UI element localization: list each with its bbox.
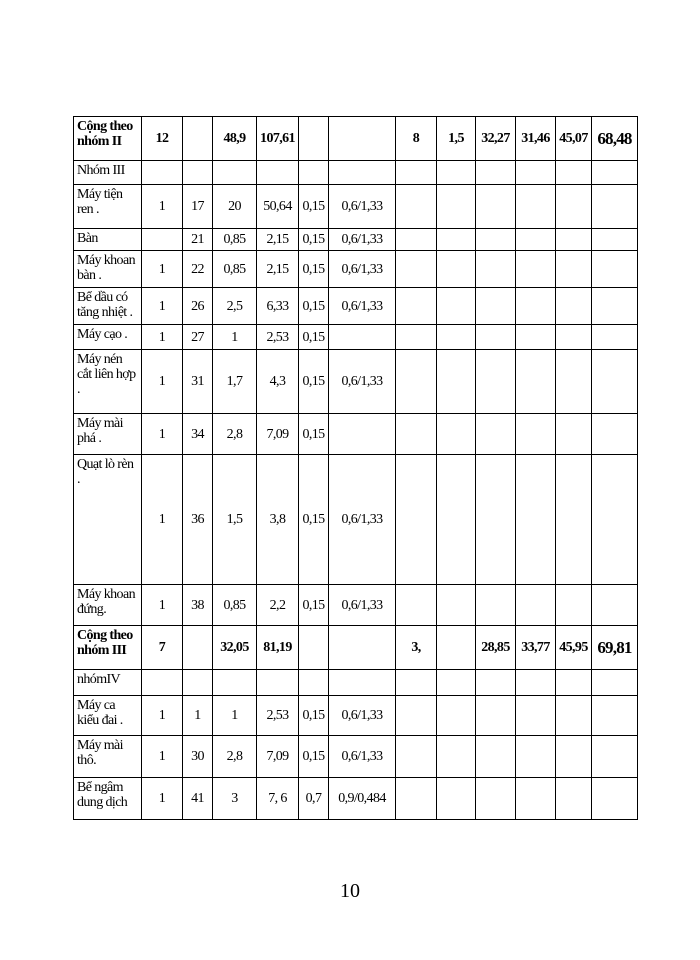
table-cell [142, 670, 183, 696]
table-cell [437, 696, 476, 736]
row-label-cell: Quạt lò rèn . [74, 455, 142, 585]
table-cell: 0,9/0,484 [329, 778, 396, 820]
table-cell [329, 117, 396, 161]
table-cell: 1 [142, 185, 183, 229]
table-cell [592, 696, 638, 736]
table-cell: 0,15 [299, 251, 329, 288]
table-cell [183, 626, 213, 670]
table-cell [556, 288, 592, 325]
table-cell [592, 185, 638, 229]
table-row [74, 229, 638, 251]
table-cell: 1 [142, 778, 183, 820]
table-cell [329, 670, 396, 696]
total-row [74, 626, 638, 670]
table-cell: 0,6/1,33 [329, 229, 396, 251]
table-cell: 22 [183, 251, 213, 288]
table-row [74, 736, 638, 778]
table-cell [396, 778, 437, 820]
table-cell: 0,15 [299, 325, 329, 350]
table-cell [556, 325, 592, 350]
table-cell: 7 [142, 626, 183, 670]
row-label-cell: Bàn [74, 229, 142, 251]
table-row [74, 585, 638, 626]
table-cell: 2,5 [213, 288, 257, 325]
table-cell: 26 [183, 288, 213, 325]
row-label-cell: Máy khoan bàn . [74, 251, 142, 288]
table-cell: 3 [213, 778, 257, 820]
table-row [74, 350, 638, 414]
table-cell: 0,15 [299, 288, 329, 325]
row-label-cell: nhómIV [74, 670, 142, 696]
table-cell: 1,7 [213, 350, 257, 414]
table-cell: 45,95 [556, 626, 592, 670]
table-cell: 3, [396, 626, 437, 670]
table-cell [396, 455, 437, 585]
table-cell: 0,6/1,33 [329, 455, 396, 585]
table-cell: 0,6/1,33 [329, 185, 396, 229]
table-cell [556, 161, 592, 185]
table-cell [476, 251, 516, 288]
table-cell: 1 [213, 325, 257, 350]
table-cell: 1 [213, 696, 257, 736]
table-cell [257, 161, 299, 185]
table-cell [396, 414, 437, 455]
table-cell [516, 185, 556, 229]
table-cell [437, 288, 476, 325]
table-cell: 0,15 [299, 185, 329, 229]
row-label-cell: Nhóm III [74, 161, 142, 185]
table-cell: 1 [183, 696, 213, 736]
table-cell: 1 [142, 251, 183, 288]
table-cell: 30 [183, 736, 213, 778]
table-cell: 2,8 [213, 736, 257, 778]
table-cell [142, 229, 183, 251]
table-cell [592, 414, 638, 455]
table-cell: 0,15 [299, 350, 329, 414]
table-cell: 69,81 [592, 626, 638, 670]
table-cell: 31 [183, 350, 213, 414]
total-row [74, 117, 638, 161]
table-cell: 38 [183, 585, 213, 626]
row-label-cell: Bể dầu có tăng nhiệt . [74, 288, 142, 325]
table-cell: 1 [142, 350, 183, 414]
table-cell [437, 229, 476, 251]
table-cell: 32,27 [476, 117, 516, 161]
table-cell [329, 626, 396, 670]
table-cell [476, 736, 516, 778]
table-cell: 33,77 [516, 626, 556, 670]
table-cell: 1,5 [437, 117, 476, 161]
table-row [74, 161, 638, 185]
table-cell [592, 350, 638, 414]
table-cell [556, 670, 592, 696]
table-cell: 107,61 [257, 117, 299, 161]
table-cell: 81,19 [257, 626, 299, 670]
table-cell [476, 778, 516, 820]
table-cell [437, 585, 476, 626]
table-cell: 7, 6 [257, 778, 299, 820]
table-cell [476, 325, 516, 350]
table-cell [592, 585, 638, 626]
table-cell: 1 [142, 288, 183, 325]
load-calculation-table [73, 116, 638, 820]
table-cell [516, 696, 556, 736]
table-cell [592, 455, 638, 585]
table-row [74, 325, 638, 350]
table-cell: 1 [142, 414, 183, 455]
table-cell: 0,6/1,33 [329, 696, 396, 736]
table-row [74, 778, 638, 820]
table-cell: 0,6/1,33 [329, 736, 396, 778]
table-cell: 27 [183, 325, 213, 350]
table-cell: 0,6/1,33 [329, 585, 396, 626]
table-row [74, 696, 638, 736]
table-cell [396, 229, 437, 251]
table-cell [556, 585, 592, 626]
table-cell [476, 455, 516, 585]
table-cell [592, 670, 638, 696]
table-cell [516, 778, 556, 820]
table-cell [299, 670, 329, 696]
table-cell: 3,8 [257, 455, 299, 585]
table-cell [516, 229, 556, 251]
table-cell: 0,15 [299, 455, 329, 585]
table-cell [396, 325, 437, 350]
table-cell [257, 670, 299, 696]
table-row [74, 288, 638, 325]
row-label-cell: Máy tiện ren . [74, 185, 142, 229]
table-cell [476, 229, 516, 251]
table-cell [516, 414, 556, 455]
table-cell: 0,85 [213, 251, 257, 288]
row-label-cell: Máy ca kiểu đai . [74, 696, 142, 736]
table-cell [299, 117, 329, 161]
table-cell: 7,09 [257, 414, 299, 455]
table-cell [437, 455, 476, 585]
table-cell [396, 350, 437, 414]
table-cell [437, 161, 476, 185]
table-cell: 20 [213, 185, 257, 229]
table-cell: 2,53 [257, 696, 299, 736]
table-cell [516, 350, 556, 414]
table-cell: 1 [142, 455, 183, 585]
table-cell [556, 778, 592, 820]
table-cell: 21 [183, 229, 213, 251]
table-row [74, 670, 638, 696]
table-cell [556, 736, 592, 778]
table-cell [556, 229, 592, 251]
table-cell [516, 288, 556, 325]
table-cell: 45,07 [556, 117, 592, 161]
table-cell [516, 251, 556, 288]
table-cell [396, 696, 437, 736]
table-cell [592, 736, 638, 778]
table-cell: 0,15 [299, 229, 329, 251]
table-cell [437, 736, 476, 778]
table-cell [396, 288, 437, 325]
table-cell: 0,6/1,33 [329, 350, 396, 414]
table-cell: 28,85 [476, 626, 516, 670]
row-label-cell: Máy mài thô. [74, 736, 142, 778]
table-cell: 32,05 [213, 626, 257, 670]
table-cell: 41 [183, 778, 213, 820]
table-cell [396, 185, 437, 229]
table-cell [396, 585, 437, 626]
table-cell: 0,15 [299, 414, 329, 455]
table-cell [476, 414, 516, 455]
table-cell [437, 350, 476, 414]
table-cell [556, 350, 592, 414]
table-cell [516, 736, 556, 778]
table-cell: 48,9 [213, 117, 257, 161]
table-cell [556, 251, 592, 288]
table-cell: 7,09 [257, 736, 299, 778]
table-cell [213, 161, 257, 185]
table-cell [396, 161, 437, 185]
table-cell: 2,2 [257, 585, 299, 626]
table-cell: 0,15 [299, 736, 329, 778]
table-cell: 0,7 [299, 778, 329, 820]
table-cell: 50,64 [257, 185, 299, 229]
row-label-cell: Bể ngâm dung dịch [74, 778, 142, 820]
table-cell [592, 229, 638, 251]
row-label-cell: Máy nén cắt liên hợp . [74, 350, 142, 414]
table-cell [592, 778, 638, 820]
table-cell: 2,8 [213, 414, 257, 455]
table-cell: 6,33 [257, 288, 299, 325]
table-cell: 36 [183, 455, 213, 585]
table-cell [437, 670, 476, 696]
table-cell [556, 696, 592, 736]
table-cell: 12 [142, 117, 183, 161]
table-cell: 0,85 [213, 229, 257, 251]
table-cell [556, 185, 592, 229]
row-label-cell: Máy mài phá . [74, 414, 142, 455]
row-label-cell: Máy khoan đứng. [74, 585, 142, 626]
table-cell [299, 626, 329, 670]
table-cell: 4,3 [257, 350, 299, 414]
table-body [74, 117, 638, 820]
table-cell [142, 161, 183, 185]
table-row [74, 185, 638, 229]
row-label-cell: Máy cạo . [74, 325, 142, 350]
table-cell [437, 185, 476, 229]
table-cell [556, 455, 592, 585]
table-row [74, 414, 638, 455]
table-cell [592, 161, 638, 185]
table-cell: 0,15 [299, 585, 329, 626]
table-cell: 1 [142, 736, 183, 778]
table-cell: 1 [142, 325, 183, 350]
table-row [74, 455, 638, 585]
table-cell [592, 251, 638, 288]
table-cell: 0,6/1,33 [329, 288, 396, 325]
table-cell [396, 670, 437, 696]
table-cell [476, 288, 516, 325]
table-cell: 1 [142, 585, 183, 626]
table-cell [476, 585, 516, 626]
table-cell [183, 670, 213, 696]
table-cell [556, 414, 592, 455]
table-cell: 2,15 [257, 229, 299, 251]
table-cell [476, 696, 516, 736]
table-cell [516, 670, 556, 696]
table-cell [437, 251, 476, 288]
table-cell [516, 161, 556, 185]
table-cell [516, 585, 556, 626]
table-cell [183, 117, 213, 161]
table-cell: 17 [183, 185, 213, 229]
table-row [74, 251, 638, 288]
table-cell: 2,53 [257, 325, 299, 350]
row-label-cell: Cộng theo nhóm II [74, 117, 142, 161]
table-cell: 0,85 [213, 585, 257, 626]
table-cell: 34 [183, 414, 213, 455]
table-cell [516, 325, 556, 350]
table-cell [299, 161, 329, 185]
table-cell [437, 325, 476, 350]
table-cell [329, 325, 396, 350]
table-cell [476, 185, 516, 229]
table-cell [183, 161, 213, 185]
table-cell [592, 288, 638, 325]
table-cell: 1 [142, 696, 183, 736]
table-cell [437, 626, 476, 670]
table-cell: 2,15 [257, 251, 299, 288]
table-cell: 1,5 [213, 455, 257, 585]
table-cell: 0,6/1,33 [329, 251, 396, 288]
table-cell [437, 414, 476, 455]
row-label-cell: Cộng theo nhóm III [74, 626, 142, 670]
table-cell: 8 [396, 117, 437, 161]
table-cell [396, 736, 437, 778]
table-cell [476, 350, 516, 414]
table-cell [516, 455, 556, 585]
table-cell: 31,46 [516, 117, 556, 161]
table-cell [476, 161, 516, 185]
table-cell: 68,48 [592, 117, 638, 161]
table-cell [396, 251, 437, 288]
table-cell [592, 325, 638, 350]
table-cell [213, 670, 257, 696]
table-cell: 0,15 [299, 696, 329, 736]
page-number: 10 [340, 880, 360, 902]
table-cell [476, 670, 516, 696]
table-cell [329, 161, 396, 185]
table-cell [329, 414, 396, 455]
table-cell [437, 778, 476, 820]
